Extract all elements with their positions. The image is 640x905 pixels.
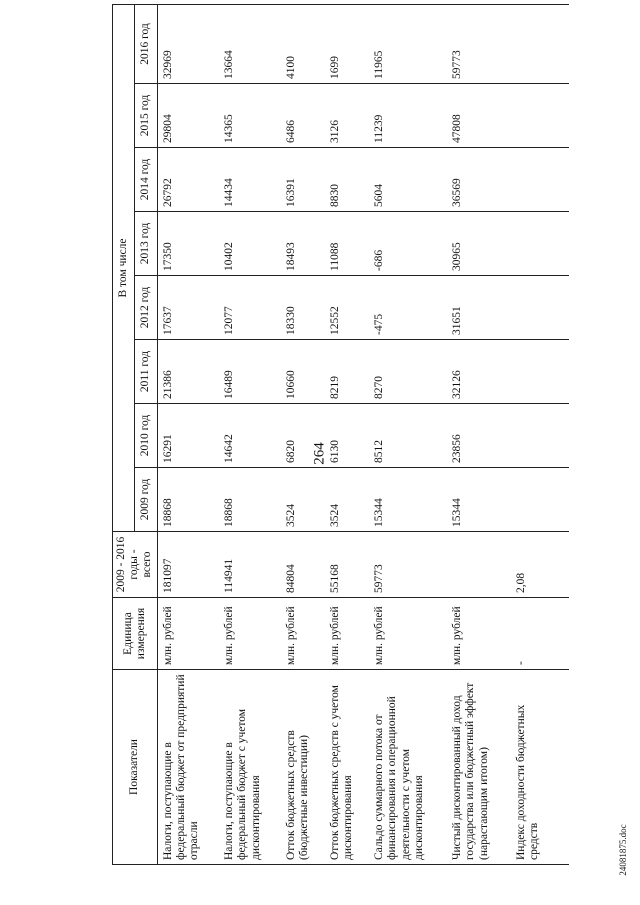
row-label: Отток бюджетных средств с учетом дисконтирования — [325, 670, 369, 865]
rotated-table-container — [112, 5, 632, 865]
row-value: 6130 — [325, 404, 369, 468]
header-indicator: Показатели — [113, 670, 158, 865]
row-value: 47808 — [447, 84, 511, 148]
table-row — [281, 5, 325, 865]
row-value: 11965 — [369, 5, 447, 84]
row-value: 14365 — [219, 84, 281, 148]
row-value: 18868 — [157, 468, 219, 532]
row-value: 16391 — [281, 148, 325, 212]
row-value — [511, 148, 569, 212]
row-unit: - — [511, 598, 569, 670]
row-total: 2,08 — [511, 532, 569, 598]
row-value: 26792 — [157, 148, 219, 212]
row-value: 15344 — [447, 468, 511, 532]
table-row — [369, 5, 447, 865]
row-value: 16291 — [157, 404, 219, 468]
table-row — [157, 5, 219, 865]
row-value: 3126 — [325, 84, 369, 148]
row-value: 12552 — [325, 276, 369, 340]
row-value: 8219 — [325, 340, 369, 404]
row-label: Налоги, поступающие в федеральный бюджет с учетом дисконтирования — [219, 670, 281, 865]
row-value — [511, 276, 569, 340]
row-value: 10660 — [281, 340, 325, 404]
row-value: 4100 — [281, 5, 325, 84]
header-year: 2011 год — [135, 340, 157, 404]
row-value: 13664 — [219, 5, 281, 84]
row-total: 84804 — [281, 532, 325, 598]
header-year: 2013 год — [135, 212, 157, 276]
row-value — [511, 404, 569, 468]
row-unit: млн. рублей — [281, 598, 325, 670]
row-value: 30965 — [447, 212, 511, 276]
row-label: Налоги, поступающие в федеральный бюджет от предприятий отрасли — [157, 670, 219, 865]
row-value: 1699 — [325, 5, 369, 84]
row-total: 59773 — [369, 532, 447, 598]
header-year: 2016 год — [135, 5, 157, 84]
row-label: Чистый дисконтированный доход государства или бюджетный эффект (нарастающим итогом) — [447, 670, 511, 865]
row-total: 114941 — [219, 532, 281, 598]
row-value: 59773 — [447, 5, 511, 84]
row-label: Сальдо суммарного потока от финансирования и операционной деятельности с учетом дисконтирования — [369, 670, 447, 865]
table-row — [325, 5, 369, 865]
row-value: 11088 — [325, 212, 369, 276]
row-total: 181097 — [157, 532, 219, 598]
row-value: 32969 — [157, 5, 219, 84]
budget-efficiency-table — [112, 4, 569, 865]
row-value — [511, 468, 569, 532]
row-value: 17637 — [157, 276, 219, 340]
row-value: -686 — [369, 212, 447, 276]
row-value: 31651 — [447, 276, 511, 340]
row-value: 29804 — [157, 84, 219, 148]
row-value: 17350 — [157, 212, 219, 276]
row-label: Отток бюджетных средств (бюджетные инвестиции) — [281, 670, 325, 865]
row-value: 6820 — [281, 404, 325, 468]
row-value: 8512 — [369, 404, 447, 468]
row-value: 23856 — [447, 404, 511, 468]
row-value: 18493 — [281, 212, 325, 276]
row-value: 14434 — [219, 148, 281, 212]
header-year: 2012 год — [135, 276, 157, 340]
row-value: 11239 — [369, 84, 447, 148]
row-label: Индекс доходности бюджетных средств — [511, 670, 569, 865]
header-year: 2009 год — [135, 468, 157, 532]
document-footer-code: 24081875.doc — [618, 824, 628, 876]
row-value: 32126 — [447, 340, 511, 404]
row-value: 3524 — [281, 468, 325, 532]
row-unit: млн. рублей — [447, 598, 511, 670]
row-value: 21386 — [157, 340, 219, 404]
row-value: 12077 — [219, 276, 281, 340]
row-value — [511, 340, 569, 404]
row-value: 8270 — [369, 340, 447, 404]
row-total — [447, 532, 511, 598]
header-year: 2015 год — [135, 84, 157, 148]
row-value: 16489 — [219, 340, 281, 404]
row-value — [511, 5, 569, 84]
header-including: В том числе — [113, 5, 135, 532]
page-number: 264 — [311, 442, 328, 465]
row-value: 5604 — [369, 148, 447, 212]
row-unit: млн. рублей — [325, 598, 369, 670]
row-value: 3524 — [325, 468, 369, 532]
row-value: 10402 — [219, 212, 281, 276]
header-year: 2010 год — [135, 404, 157, 468]
row-value: 18330 — [281, 276, 325, 340]
row-value — [511, 212, 569, 276]
header-total: 2009 - 2016 годы - всего — [113, 532, 158, 598]
row-value: 15344 — [369, 468, 447, 532]
row-unit: млн. рублей — [157, 598, 219, 670]
table-row — [511, 5, 569, 865]
table-row — [219, 5, 281, 865]
header-year: 2014 год — [135, 148, 157, 212]
row-value: 36569 — [447, 148, 511, 212]
row-total: 55168 — [325, 532, 369, 598]
row-value: -475 — [369, 276, 447, 340]
row-value: 18868 — [219, 468, 281, 532]
row-value: 8830 — [325, 148, 369, 212]
row-value — [511, 84, 569, 148]
row-value: 6486 — [281, 84, 325, 148]
row-value: 14642 — [219, 404, 281, 468]
row-unit: млн. рублей — [219, 598, 281, 670]
row-unit: млн. рублей — [369, 598, 447, 670]
table-row — [447, 5, 511, 865]
header-unit: Единица измерения — [113, 598, 158, 670]
